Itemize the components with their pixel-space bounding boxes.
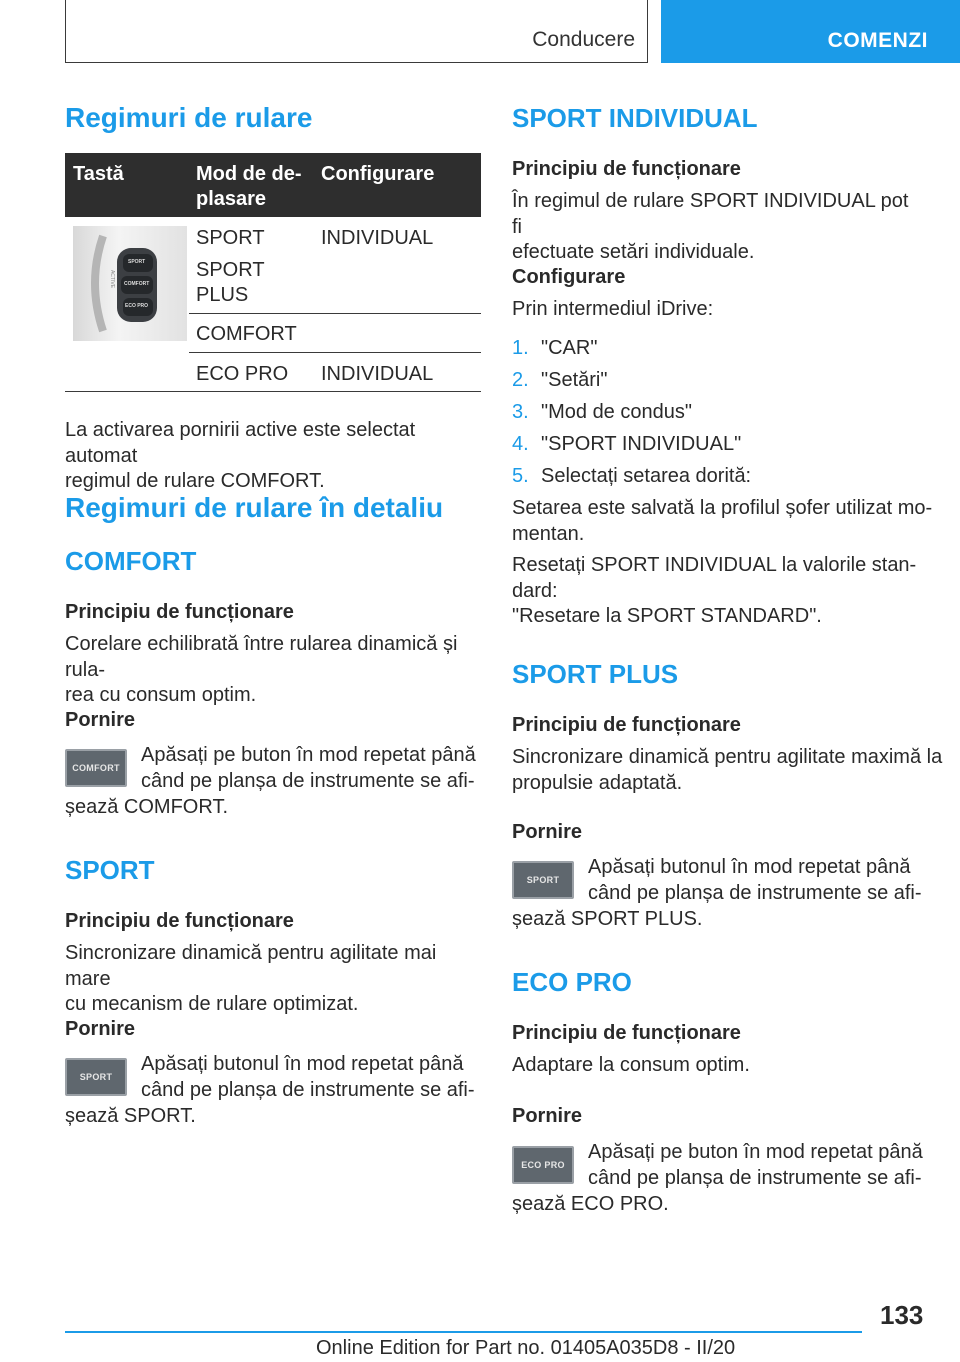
text-line: propulsie adaptată. [512, 771, 683, 794]
sport-button-image [65, 1058, 127, 1096]
header-chapter-tab [661, 0, 960, 63]
sportplus-title: SPORT PLUS [512, 659, 679, 689]
comfort-start-l1: Apăsați pe buton în mod repetat până [141, 744, 476, 766]
comfort-button-label: COMFORT [72, 763, 120, 773]
comfort-start-heading: Pornire [65, 709, 136, 731]
table-cell-mode-sportplus-l1: SPORT [196, 259, 265, 281]
text-line: rea cu consum optim. [65, 684, 257, 706]
sportplus-button-image [512, 861, 574, 899]
key-side-label: ACTIVE [109, 269, 116, 289]
text-line: Sincronizare dinamică pentru agilitate mai mare [65, 942, 437, 990]
sport-principle-heading: Principiu de funcționare [65, 910, 294, 932]
key-label-comfort: COMFORT [124, 281, 150, 287]
table-header-config: Configurare [321, 163, 435, 185]
ecopro-button-image [512, 1146, 574, 1184]
page-title: Regimuri de rulare [65, 102, 313, 133]
step-number: 3. [512, 401, 529, 423]
comfort-button-image [65, 749, 127, 787]
comfort-start-l2: când pe planșa de instrumente se afi- [141, 770, 475, 792]
step-number: 1. [512, 337, 529, 359]
step-number: 2. [512, 369, 529, 391]
step-number: 4. [512, 433, 529, 455]
key-label-sport: SPORT [128, 259, 146, 265]
text-line: Setarea este salvată la profilul șofer utilizat mo- [512, 497, 933, 519]
page-number: 133 [880, 1300, 924, 1330]
table-divider [189, 352, 481, 353]
footer-rule [65, 1331, 862, 1333]
sportplus-start-l2: când pe planșa de instrumente se afi- [588, 882, 922, 904]
individual-config-intro: Prin intermediul iDrive: [512, 298, 714, 320]
sportplus-start-l3: șează SPORT PLUS. [512, 908, 703, 930]
text-line: cu mecanism de rulare optimizat. [65, 993, 359, 1015]
table-header-key: Tastă [73, 163, 124, 185]
ecopro-button-label: ECO PRO [521, 1160, 565, 1170]
intro-line: La activarea pornirii active este selectat automat [65, 419, 416, 467]
sportplus-principle-text [512, 745, 943, 796]
sportplus-start-l1: Apăsați butonul în mod repetat până [588, 856, 911, 878]
intro-line: regimul de rulare COMFORT. [65, 470, 325, 492]
step-text: "Setări" [541, 369, 608, 391]
individual-reset-text [512, 553, 922, 630]
text-line: Resetați SPORT INDIVIDUAL la valorile stan- [512, 554, 917, 576]
text-line: mentan. [512, 522, 585, 545]
individual-principle-heading: Principiu de funcționare [512, 158, 741, 180]
step-text: "Mod de condus" [541, 401, 692, 423]
key-label-ecopro: ECO PRO [125, 303, 149, 309]
text-line: efectuate setări individuale. [512, 241, 755, 263]
step-number: 5. [512, 465, 529, 487]
step-text: "SPORT INDIVIDUAL" [541, 433, 742, 455]
table-bottom-rule [65, 391, 481, 392]
table-cell-mode-comfort: COMFORT [196, 323, 297, 345]
header-section-label: Conducere [532, 28, 635, 51]
table-cell-mode-ecopro: ECO PRO [196, 363, 289, 385]
detail-title: Regimuri de rulare în detaliu [65, 492, 444, 523]
header-chapter-label: COMENZI [827, 29, 928, 52]
text-line: "Resetare la SPORT STANDARD". [512, 605, 822, 627]
header-section-box [65, 0, 648, 63]
footer-edition: Online Edition for Part no. 01405A035D8 - II/20 [316, 1337, 736, 1359]
sport-button-label: SPORT [79, 1072, 113, 1082]
sport-principle-text [65, 941, 481, 1018]
ecopro-principle-heading: Principiu de funcționare [512, 1022, 741, 1044]
step-text: Selectați setarea dorită: [541, 465, 752, 487]
sport-start-l1: Apăsați butonul în mod repetat până [141, 1053, 464, 1075]
text-line: În regimul de rulare SPORT INDIVIDUAL pot fi [512, 190, 909, 238]
sportplus-principle-heading: Principiu de funcționare [512, 714, 741, 736]
text-line: Sincronizare dinamică pentru agilitate maximă la [512, 746, 943, 768]
comfort-principle-text [65, 632, 481, 709]
table-divider [189, 313, 481, 314]
individual-principle-text [512, 189, 922, 266]
individual-saved-text [512, 496, 933, 547]
comfort-start-l3: șează COMFORT. [65, 796, 228, 818]
drive-mode-switch-image [73, 226, 187, 341]
ecopro-start-l1: Apăsați pe buton în mod repetat până [588, 1141, 923, 1163]
table-cell-config-sport: INDIVIDUAL [321, 227, 434, 249]
table-cell-mode-sportplus-l2: PLUS [196, 284, 249, 306]
step-text: "CAR" [541, 337, 598, 359]
ecopro-principle-text: Adaptare la consum optim. [512, 1054, 750, 1076]
text-line: Corelare echilibrată între rularea dinamică și rula- [65, 633, 458, 681]
sportplus-start-heading: Pornire [512, 821, 583, 843]
sport-start-l3: șează SPORT. [65, 1105, 196, 1127]
table-cell-mode-sport: SPORT [196, 227, 265, 249]
sport-title: SPORT [65, 855, 155, 885]
intro-paragraph [65, 418, 481, 495]
table-header-mode [196, 162, 302, 212]
text-line: dard: [512, 579, 558, 602]
table-header-mode-l2: plasare [196, 188, 267, 210]
ecopro-start-l2: când pe planșa de instrumente se afi- [588, 1167, 922, 1189]
comfort-principle-heading: Principiu de funcționare [65, 601, 294, 623]
individual-config-heading: Configurare [512, 266, 626, 288]
sport-start-heading: Pornire [65, 1018, 136, 1040]
sport-start-l2: când pe planșa de instrumente se afi- [141, 1079, 475, 1101]
table-cell-config-ecopro: INDIVIDUAL [321, 363, 434, 385]
sportplus-button-label: SPORT [526, 875, 560, 885]
comfort-title: COMFORT [65, 546, 197, 576]
table-header-row [65, 153, 481, 217]
table-cell-mode-sportplus [196, 258, 265, 308]
ecopro-start-l3: șează ECO PRO. [512, 1193, 669, 1215]
individual-title: SPORT INDIVIDUAL [512, 103, 758, 133]
ecopro-start-heading: Pornire [512, 1105, 583, 1127]
table-header-mode-l1: Mod de de- [196, 163, 302, 185]
ecopro-title: ECO PRO [512, 967, 632, 997]
